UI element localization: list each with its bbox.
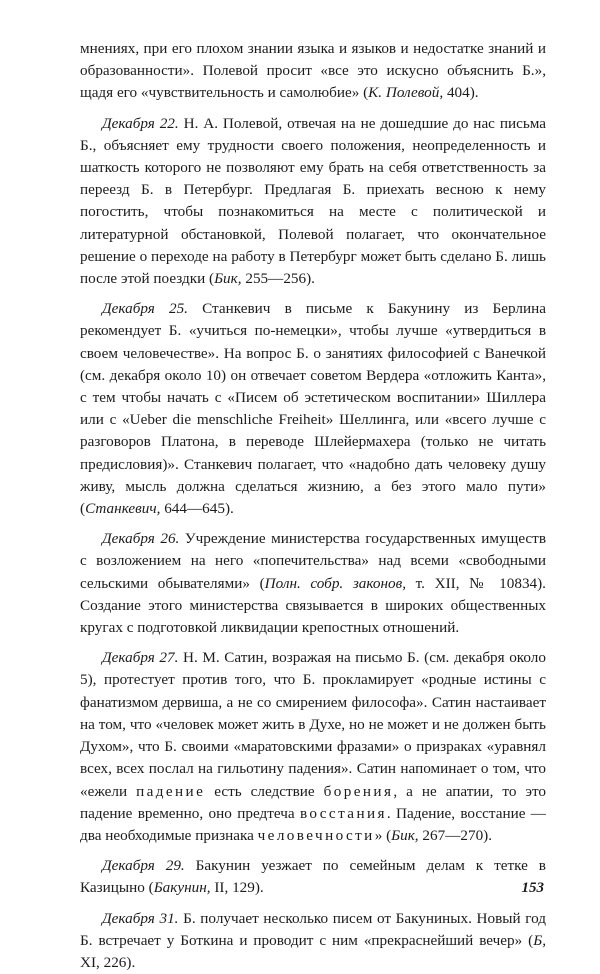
text-run: Н. А. Полевой, отвечая на не дошедшие до нас письма Б., объясняет ему трудности своего положения, неопределенность и шаткость которого не позволяют ему брать на себя ответственность за переезд Б. в Петербург. Предлагая Б. приехать весною к нему погостить, чтобы познакомиться на месте с политической и литературной обстановкой, Полевой полагает, что окончательное решение о переходе на работу в Петербург может быть сделано Б. лишь после этой поездки (: [80, 114, 546, 288]
text-run: 267—270).: [418, 826, 493, 844]
italic-text: Декабря 22.: [102, 114, 179, 132]
italic-text: Полн. собр. законов,: [264, 574, 407, 592]
spaced-emphasis-text: борения: [323, 782, 394, 800]
entry-december-25: [80, 298, 546, 520]
italic-text: Б,: [533, 931, 546, 949]
text-run: XI, 226).: [80, 953, 136, 971]
italic-text: Декабря 25.: [102, 300, 188, 318]
entry-december-29: [80, 855, 546, 899]
italic-text: Бик,: [214, 270, 242, 288]
italic-text: Декабря 29.: [102, 857, 185, 875]
entry-december-31: [80, 908, 546, 974]
spaced-emphasis-text: падение: [136, 782, 206, 800]
entry-december-27: [80, 647, 546, 847]
italic-text: К. Полевой,: [368, 84, 444, 102]
italic-text: Декабря 31.: [102, 909, 179, 927]
text-run: Н. М. Сатин, возражая на письмо Б. (см. декабря около 5), протестует против того, что Б. прокламирует «родные истины с фанатизмом дервиша, а не со смирением философа». Сатин настаивает на том, что «человек может жить в Духе, но не может и не должен быть Духом», что Б. своими «маратовскими фразами» о призраках «уравнял всех, всех послал на гильотину падения». Сатин напоминает о том, что «ежели: [80, 649, 546, 800]
text-run: Станкевич в письме к Бакунину из Берлина рекомендует Б. «учиться по-немецки», чтобы лучше «утвердиться в своем человечестве». На вопрос Б. о занятиях философией с Ванечкой (см. декабря около 10) он отвечает советом Вердера «отложить Канта», с тем чтобы начать с «Писем об эстетическом воспитании» Шиллера или с «Ueber die menschliche Freiheit» Шеллинга, или «всего лучше с разговоров Платона, в переводе Шлейермахера (только не читать предисловия)». Станкевич полагает, что «надобно дать человеку душу живу, мысль должна сделаться жизнию, а без этого мало пути» (: [80, 300, 546, 518]
text-run: 404).: [443, 84, 479, 102]
text-run: 255—256).: [241, 270, 315, 288]
italic-text: Декабря 27.: [102, 649, 179, 667]
italic-text: Бик,: [391, 826, 419, 844]
page-text: [80, 38, 546, 974]
spaced-emphasis-text: восстания: [299, 804, 387, 822]
spaced-emphasis-text: человечности: [257, 826, 375, 844]
text-run: , а не апатии, то это падение временно, оно предтеча: [80, 782, 547, 822]
italic-text: Бакунин,: [153, 879, 211, 897]
italic-text: Станкевич,: [85, 500, 161, 518]
entry-december-22: [80, 113, 546, 291]
text-run: » (: [374, 826, 392, 844]
page-number: 153: [521, 880, 544, 896]
text-run: II, 129).: [210, 879, 264, 897]
text-run: Б. получает несколько писем от Бакуниных. Новый год Б. встречает у Боткина и проводит с ним «прекраснейший вечер» (: [80, 909, 546, 949]
paragraph-continued: [80, 38, 546, 105]
entry-december-26: [80, 528, 546, 639]
text-run: мнениях, при его плохом знании языка и языков и недостатке знаний и образованности». Полевой просит «все это искусно объяснить Б.», щадя его «чувствительность и самолюбие» (: [80, 40, 546, 102]
text-run: т. XII, № 10834). Создание этого министерства связывается в широких общественных кругах с подготовкой ликвидации крепостных отношений.: [80, 574, 546, 637]
italic-text: Декабря 26.: [102, 530, 180, 548]
text-run: есть следствие: [205, 782, 324, 800]
text-run: 644—645).: [160, 500, 234, 518]
text-run: Учреждение министерства государственных имуществ с возложением на него «попечительства» над всеми «свободными сельскими обывателями» (: [80, 530, 546, 592]
text-run: Бакунин уезжает по семейным делам к тетке в Казицыно (: [80, 857, 546, 897]
text-run: . Падение, восстание — два необходимые признака: [80, 804, 546, 844]
